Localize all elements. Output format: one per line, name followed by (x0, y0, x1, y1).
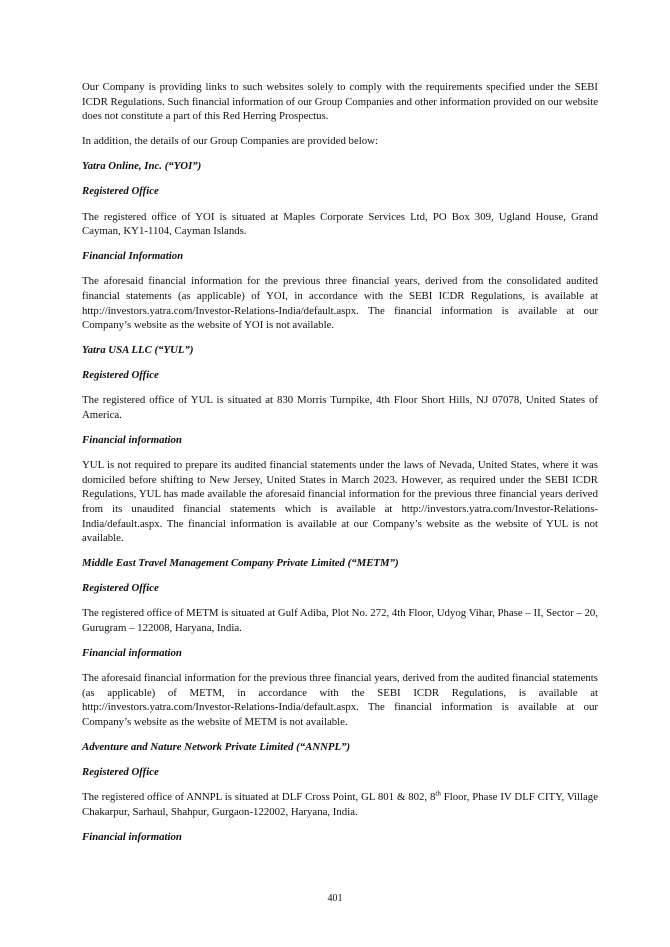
intro-paragraph-2: In addition, the details of our Group Companies are provided below: (82, 135, 378, 148)
financial-heading-annpl: Financial information (82, 830, 182, 843)
registered-office-heading-annpl: Registered Office (82, 766, 159, 779)
address-text-pre: The registered office of ANNPL is situated at DLF Cross Point, GL 801 & 802, 8 (82, 791, 436, 804)
ordinal-superscript: th (435, 789, 441, 798)
financial-text-metm: The aforesaid financial information for the previous three financial years, derived from the audited financial statements (as applicable) of METM, in accordance with the SEBI ICDR Regulations, is available at http://investors.yatra.com/Investor-Relations-India/default.aspx. The financial information is available at our Company’s website as the website of METM is not available. (82, 672, 598, 728)
section-title-yoi: Yatra Online, Inc. (“YOI”) (82, 160, 202, 173)
financial-text-yoi: The aforesaid financial information for the previous three financial years, derived from the consolidated audited financial statements (as applicable) of YOI, in accordance with the SEBI ICDR Regulations, is available at http://investors.yatra.com/Investor-Relations-India/default.aspx. The financial information is available at our Company’s website as the website of YOI is not available. (82, 275, 598, 332)
section-title-annpl: Adventure and Nature Network Private Limited (“ANNPL”) (82, 741, 351, 754)
intro-paragraph-1: Our Company is providing links to such websites solely to comply with the requirements specified under the SEBI ICDR Regulations. Such financial information of our Group Companies and other information provided on our website does not constitute a part of this Red Herring Prospectus. (82, 81, 598, 123)
registered-office-text-yoi: The registered office of YOI is situated at Maples Corporate Services Ltd, PO Box 309, Ugland House, Grand Cayman, KY1-1104, Cayman Islands. (82, 210, 598, 238)
section-title-yul: Yatra USA LLC (“YUL”) (82, 344, 194, 357)
registered-office-text-yul: The registered office of YUL is situated at 830 Morris Turnpike, 4th Floor Short Hills, NJ 07078, United States of America. (82, 394, 598, 421)
registered-office-heading-metm: Registered Office (82, 582, 159, 595)
financial-heading-yul: Financial information (82, 434, 182, 447)
registered-office-text-annpl (82, 790, 598, 819)
financial-heading-metm: Financial information (82, 647, 182, 660)
financial-heading-yoi: Financial Information (82, 250, 184, 263)
registered-office-text-metm: The registered office of METM is situated at Gulf Adiba, Plot No. 272, 4th Floor, Udyog Vihar, Phase – II, Sector – 20, Gurugram – 122008, Haryana, India. (82, 607, 598, 635)
address-text-post: Floor, Phase IV DLF CITY, Village Chakarpur, Sarhaul, Shahpur, Gurgaon-122002, Haryana, India. (82, 791, 598, 818)
page-number: 401 (327, 893, 343, 904)
registered-office-heading-yoi: Registered Office (82, 185, 159, 198)
registered-office-heading-yul: Registered Office (82, 369, 159, 382)
section-title-metm: Middle East Travel Management Company Private Limited (“METM”) (82, 557, 399, 570)
page-content (82, 80, 598, 855)
financial-text-yul: YUL is not required to prepare its audited financial statements under the laws of Nevada, United States, where it was domiciled before shifting to New Jersey, United States in March 2023. However, as required under the SEBI ICDR Regulations, YUL has made available the aforesaid financial information for the previous three financial years derived from its unaudited financial statements which is available at http://investors.yatra.com/Investor-Relations-India/default.aspx. The financial information is available at our Company’s website as the website of YUL is not available. (82, 459, 598, 545)
